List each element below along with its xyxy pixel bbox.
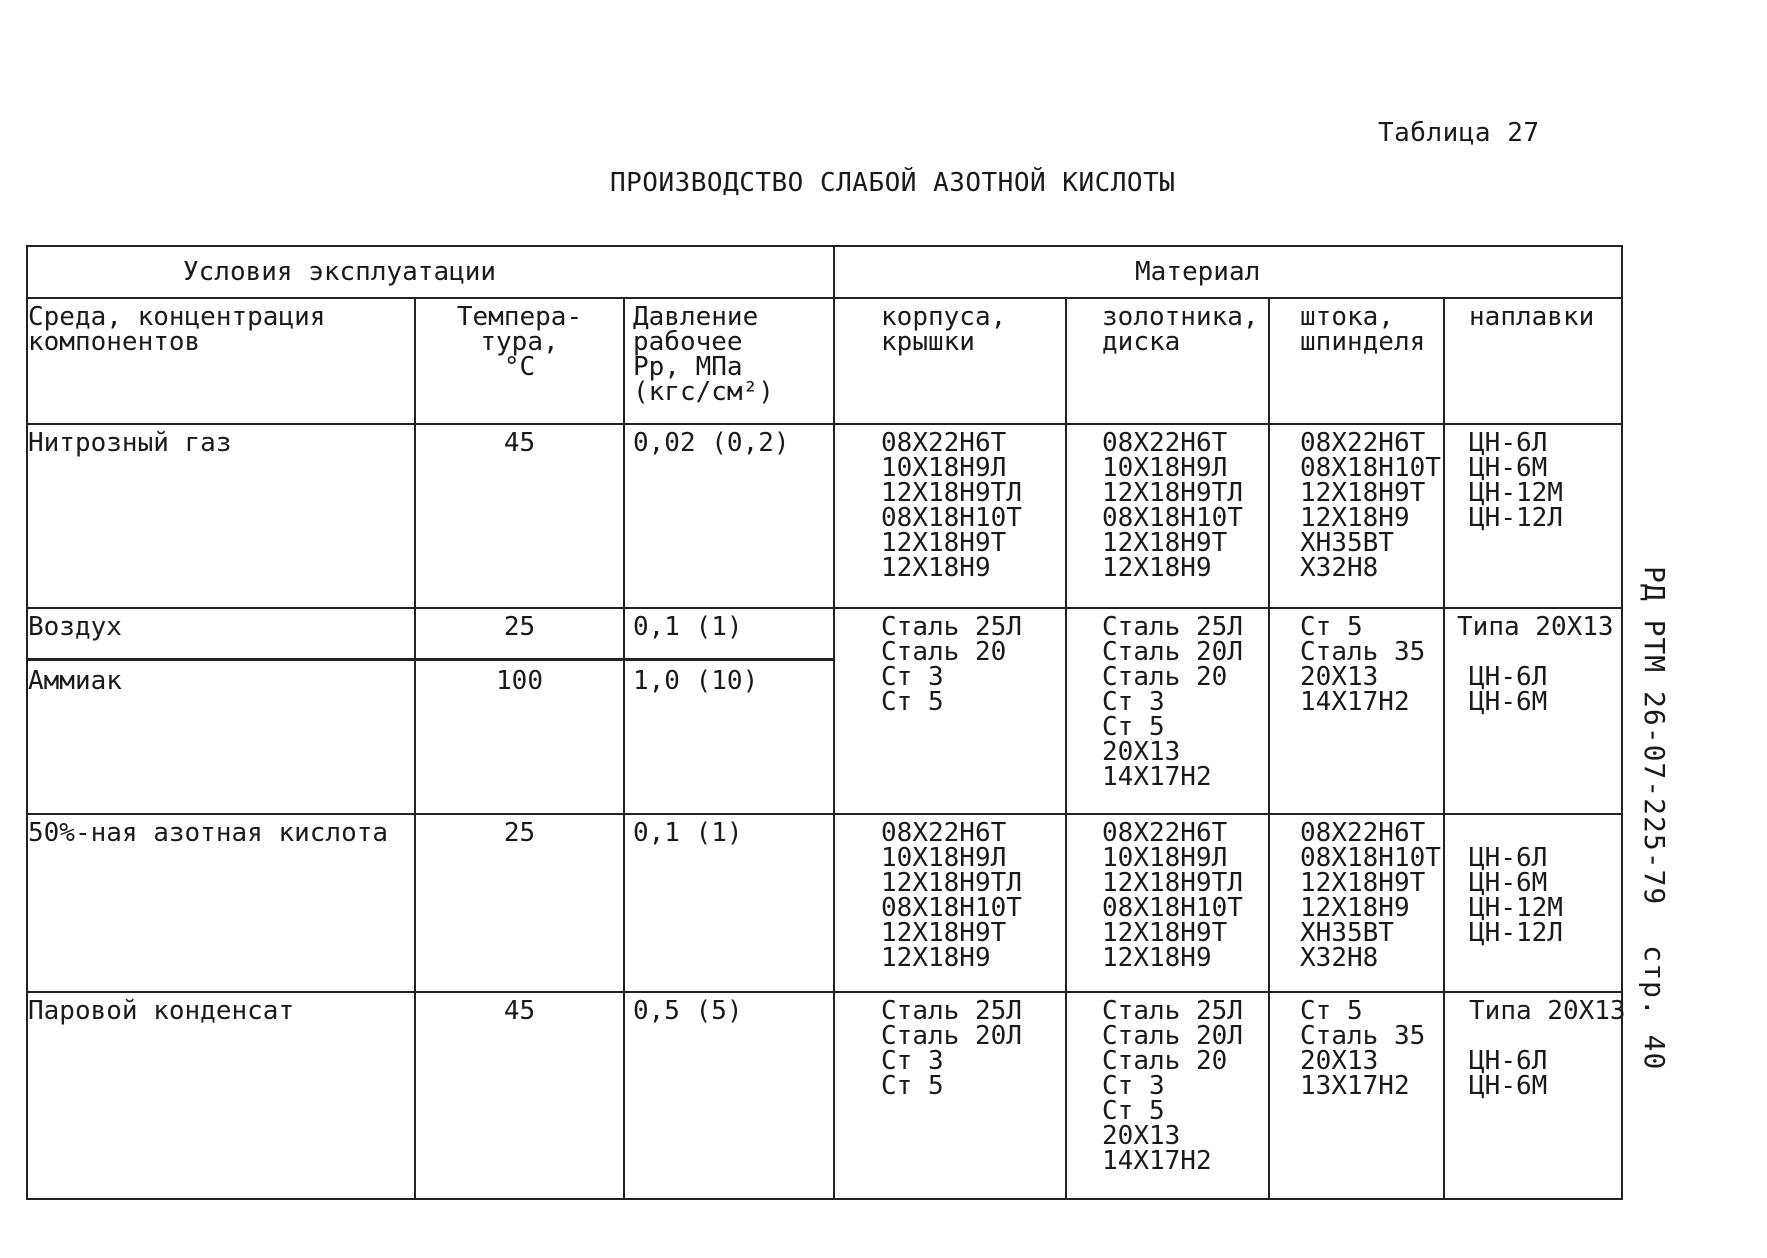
body-material-cell: [834, 992, 1066, 1199]
cell-line: шпинделя: [1300, 327, 1426, 357]
cell-line: 08Х22Н6Т: [1102, 818, 1228, 848]
stem-material-cell: [1269, 424, 1444, 608]
cell-line: ЦН-6М: [1469, 868, 1548, 898]
pressure-cell: [624, 608, 834, 814]
temperature-cell: 45: [415, 424, 624, 608]
body-material-cell: [834, 608, 1066, 814]
cell-line: рабочее: [633, 327, 743, 357]
cell-line: 12Х18Н9ТЛ: [881, 868, 1022, 898]
header-overlay: [1444, 298, 1622, 424]
pressure-cell: 0,1 (1): [624, 814, 834, 992]
table-row: [27, 992, 1622, 1199]
cell-line: 12Х18Н9Т: [1300, 478, 1426, 508]
body-material-cell: [834, 424, 1066, 608]
cell-line: 08Х22Н6Т: [1300, 428, 1426, 458]
column-header-row: [27, 298, 1622, 424]
cell-line: Ст 3: [881, 662, 944, 692]
cell-line: Среда, концентрация: [28, 302, 326, 332]
medium-air: Воздух: [28, 609, 414, 661]
cell-line: Сталь 20Л: [881, 1021, 1022, 1051]
cell-line: крышки: [881, 327, 975, 357]
medium-ammonia: Аммиак: [28, 666, 122, 696]
cell-line: 14Х17Н2: [1102, 1146, 1212, 1176]
cell-line: 12Х18Н9Т: [881, 528, 1007, 558]
cell-line: ЦН-12М: [1469, 893, 1563, 923]
cell-line: 08Х18Н10Т: [881, 503, 1022, 533]
spool-material-cell: [1066, 814, 1269, 992]
temperature-ammonia: 100: [496, 666, 543, 696]
group-header-material: Материал: [834, 246, 1622, 298]
table-row: [27, 814, 1622, 992]
cell-line: 12Х18Н9: [1102, 943, 1212, 973]
cell-line: 12Х18Н9: [1300, 503, 1410, 533]
stem-material-cell: [1269, 608, 1444, 814]
cell-line: 14Х17Н2: [1102, 762, 1212, 792]
cell-line: 12Х18Н9: [1102, 553, 1212, 583]
cell-line: наплавки: [1469, 302, 1595, 332]
overlay-type: Типа 20Х13: [1469, 996, 1626, 1026]
cell-line: 08Х18Н10Т: [881, 893, 1022, 923]
cell-line: 12Х18Н9Т: [1102, 918, 1228, 948]
cell-line: ХН35ВТ: [1300, 918, 1394, 948]
pressure-cell: 0,02 (0,2): [624, 424, 834, 608]
table-row: [27, 424, 1622, 608]
cell-line: ЦН-6М: [1469, 687, 1548, 717]
temperature-cell: 45: [415, 992, 624, 1199]
cell-line: 08Х22Н6Т: [1300, 818, 1426, 848]
overlay-list: [1469, 662, 1613, 717]
cell-line: Ст 5: [1102, 1096, 1165, 1126]
page-number: стр. 40: [1638, 945, 1671, 1071]
cell-line: ЦН-12Л: [1469, 918, 1563, 948]
cell-line: ЦН-6М: [1469, 453, 1548, 483]
cell-line: 12Х18Н9: [881, 943, 991, 973]
pressure-cell: 0,5 (5): [624, 992, 834, 1199]
overlay-material-cell: [1444, 424, 1622, 608]
cell-line: корпуса,: [881, 302, 1007, 332]
header-body: [834, 298, 1066, 424]
temperature-cell: [415, 608, 624, 814]
cell-line: Сталь 25Л: [1102, 996, 1243, 1026]
document-reference: [1638, 566, 1671, 1070]
overlay-list: [1469, 843, 1613, 948]
cell-line: Сталь 20: [1102, 1046, 1228, 1076]
cell-line: 08Х18Н10Т: [1102, 503, 1243, 533]
cell-line: Давление: [633, 302, 759, 332]
cell-line: 10Х18Н9Л: [1102, 453, 1228, 483]
cell-line: 13Х17Н2: [1300, 1071, 1410, 1101]
cell-line: Сталь 25Л: [881, 612, 1022, 642]
cell-line: 20Х13: [1300, 1046, 1379, 1076]
group-header-conditions: Условия эксплуатации: [27, 246, 834, 298]
overlay-material-cell: [1444, 992, 1626, 1199]
temperature-air: 25: [416, 609, 623, 661]
cell-line: диска: [1102, 327, 1181, 357]
document-code: РД РТМ 26-07-225-79: [1638, 566, 1671, 906]
cell-line: тура,: [480, 327, 559, 357]
cell-line: °С: [503, 352, 536, 382]
cell-line: 10Х18Н9Л: [881, 843, 1007, 873]
cell-line: 12Х18Н9ТЛ: [881, 478, 1022, 508]
overlay-material-cell: [1444, 608, 1622, 814]
medium-cell: [27, 608, 415, 814]
cell-line: 12Х18Н9: [881, 553, 991, 583]
cell-line: Ст 5: [1300, 612, 1363, 642]
cell-line: Ст 3: [881, 1046, 944, 1076]
cell-line: 20Х13: [1300, 662, 1379, 692]
body-material-cell: [834, 814, 1066, 992]
medium-cell: Паровой конденсат: [27, 992, 415, 1199]
cell-line: 14Х17Н2: [1300, 687, 1410, 717]
group-header-row: [27, 246, 1622, 298]
cell-line: 10Х18Н9Л: [1102, 843, 1228, 873]
cell-line: 08Х18Н10Т: [1300, 843, 1441, 873]
header-temperature: [415, 298, 624, 424]
cell-line: ЦН-6Л: [1469, 662, 1548, 692]
spool-material-cell: [1066, 424, 1269, 608]
header-medium: [27, 298, 415, 424]
spool-material-cell: [1066, 992, 1269, 1199]
cell-line: 08Х18Н10Т: [1102, 893, 1243, 923]
cell-line: Сталь 35: [1300, 637, 1426, 667]
cell-line: Ст 5: [881, 687, 944, 717]
cell-line: ЦН-12М: [1469, 478, 1563, 508]
stem-material-cell: [1269, 814, 1444, 992]
cell-line: 20Х13: [1102, 737, 1181, 767]
medium-cell: 50%-ная азотная кислота: [27, 814, 415, 992]
cell-line: Сталь 20Л: [1102, 637, 1243, 667]
header-spool: [1066, 298, 1269, 424]
cell-line: 08Х22Н6Т: [881, 818, 1007, 848]
cell-line: Темпера-: [456, 302, 583, 332]
cell-line: Ст 3: [1102, 687, 1165, 717]
cell-line: Сталь 25Л: [1102, 612, 1243, 642]
cell-line: Ст 5: [1102, 712, 1165, 742]
cell-line: Х32Н8: [1300, 943, 1379, 973]
stem-material-cell: [1269, 992, 1444, 1199]
overlay-type: Типа 20Х13: [1457, 612, 1614, 642]
cell-line: золотника,: [1102, 302, 1259, 332]
cell-line: ЦН-6Л: [1469, 428, 1548, 458]
cell-line: 20Х13: [1102, 1121, 1181, 1151]
cell-line: ХН35ВТ: [1300, 528, 1394, 558]
overlay-material-cell: [1444, 814, 1622, 992]
temperature-cell: 25: [415, 814, 624, 992]
cell-line: ЦН-12Л: [1469, 503, 1563, 533]
pressure-air: 0,1 (1): [625, 609, 833, 661]
medium-cell: Нитрозный газ: [27, 424, 415, 608]
cell-line: Сталь 20: [881, 637, 1007, 667]
cell-line: 12Х18Н9: [1300, 893, 1410, 923]
cell-line: Ст 5: [1300, 996, 1363, 1026]
cell-line: Сталь 25Л: [881, 996, 1022, 1026]
cell-line: Ст 5: [881, 1071, 944, 1101]
cell-line: штока,: [1300, 302, 1394, 332]
cell-line: 12Х18Н9Т: [1102, 528, 1228, 558]
header-stem: [1269, 298, 1444, 424]
cell-line: 12Х18Н9Т: [1300, 868, 1426, 898]
cell-line: Рр, МПа: [633, 352, 743, 382]
materials-table: [26, 245, 1626, 1200]
cell-line: компонентов: [28, 327, 201, 357]
cell-line: Сталь 35: [1300, 1021, 1426, 1051]
cell-line: Сталь 20Л: [1102, 1021, 1243, 1051]
cell-line: Х32Н8: [1300, 553, 1379, 583]
header-pressure: [624, 298, 834, 424]
cell-line: 12Х18Н9Т: [881, 918, 1007, 948]
cell-line: 08Х18Н10Т: [1300, 453, 1441, 483]
cell-line: Ст 3: [1102, 1071, 1165, 1101]
cell-line: Сталь 20: [1102, 662, 1228, 692]
page-title: ПРОИЗВОДСТВО СЛАБОЙ АЗОТНОЙ КИСЛОТЫ: [610, 168, 1176, 198]
cell-line: 10Х18Н9Л: [881, 453, 1007, 483]
table-row: [27, 608, 1622, 814]
cell-line: ЦН-6Л: [1469, 1046, 1548, 1076]
cell-line: ЦН-6Л: [1469, 843, 1548, 873]
cell-line: 12Х18Н9ТЛ: [1102, 478, 1243, 508]
cell-line: 08Х22Н6Т: [881, 428, 1007, 458]
pressure-ammonia: 1,0 (10): [633, 666, 759, 696]
cell-line: 08Х22Н6Т: [1102, 428, 1228, 458]
spool-material-cell: [1066, 608, 1269, 814]
table-number: Таблица 27: [1378, 118, 1540, 148]
overlay-list: [1469, 1046, 1613, 1101]
cell-line: ЦН-6М: [1469, 1071, 1548, 1101]
cell-line: 12Х18Н9ТЛ: [1102, 868, 1243, 898]
cell-line: (кгс/см²): [633, 377, 774, 407]
